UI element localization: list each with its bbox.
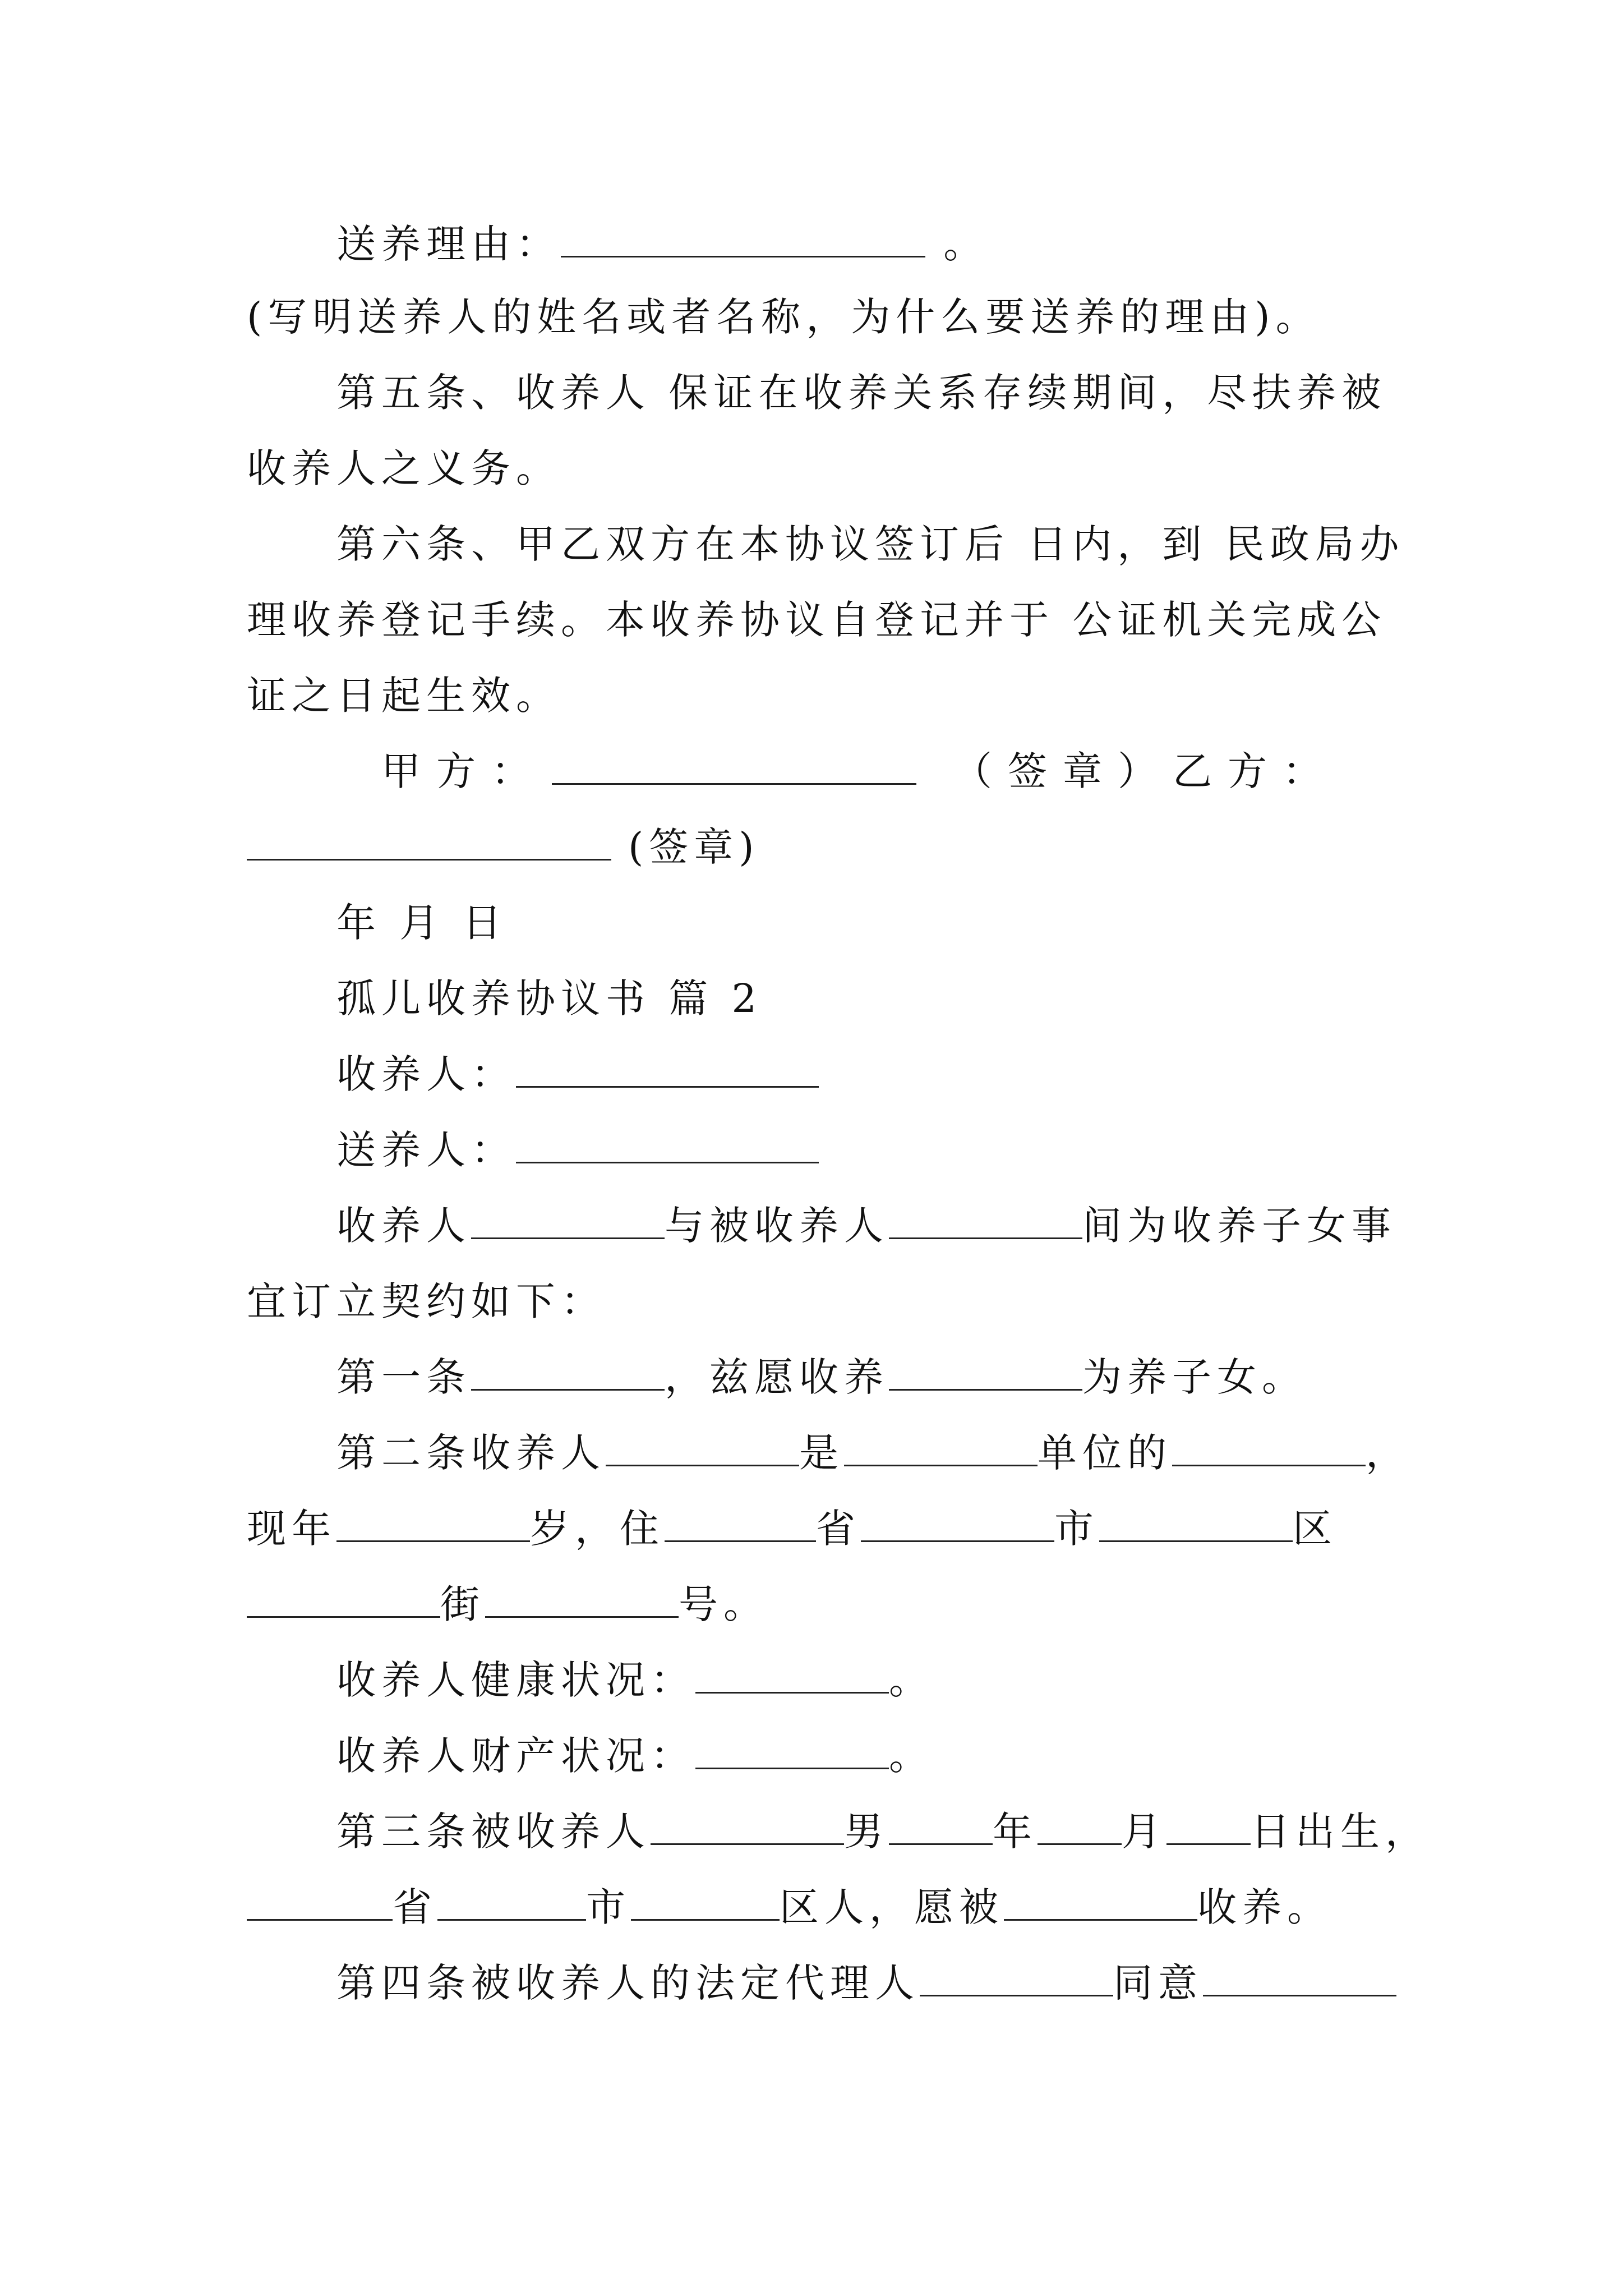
article-1-end: 为养子女。	[1082, 1354, 1307, 1400]
birth-month-blank[interactable]	[1038, 1809, 1122, 1845]
article-2-unit-label: 单位的	[1038, 1430, 1172, 1476]
date-text: 年 月 日	[336, 900, 508, 946]
birth-day-blank[interactable]	[1166, 1809, 1251, 1845]
article-2-unit-blank[interactable]	[844, 1430, 1038, 1466]
year-label: 年	[993, 1809, 1038, 1855]
article-2-line-3	[247, 1576, 1391, 1632]
article-3-line-2	[247, 1879, 1391, 1935]
adoptee-city-blank[interactable]	[437, 1884, 586, 1921]
adoptee-willing-label: 区人，愿被	[780, 1884, 1004, 1930]
contract-intro-text-2: 宜订立契约如下：	[247, 1278, 606, 1324]
party-b-seal-label: (签章)	[628, 824, 760, 870]
birth-year-blank[interactable]	[889, 1809, 993, 1845]
city-label: 市	[1054, 1506, 1099, 1552]
property-end: 。	[889, 1733, 934, 1779]
district-blank[interactable]	[1099, 1506, 1293, 1542]
article-2-line-1	[336, 1425, 1410, 1481]
article-5-text-2: 收养人之义务。	[247, 445, 561, 491]
reason-blank[interactable]	[561, 221, 925, 257]
article-6-line-2	[247, 592, 1391, 648]
article-2-name-blank[interactable]	[606, 1430, 799, 1466]
contract-adopter-label: 收养人	[336, 1203, 471, 1249]
article-2-line-2	[247, 1501, 1391, 1557]
number-label: 号。	[679, 1581, 768, 1627]
month-label: 月	[1122, 1809, 1166, 1855]
contract-intro-line-2	[247, 1273, 1391, 1329]
article-2-comma: ，	[1366, 1430, 1410, 1476]
party-b-signature-line	[247, 819, 1391, 875]
article-6-text-3: 证之日起生效。	[247, 673, 561, 719]
property-blank[interactable]	[695, 1733, 889, 1769]
residence-label: 岁，住	[530, 1506, 665, 1552]
article-3-label: 第三条被收养人	[336, 1809, 651, 1855]
article-2-label: 第二条收养人	[336, 1430, 606, 1476]
article-4-line	[336, 1955, 1391, 2011]
adoptee-province-blank[interactable]	[247, 1884, 393, 1921]
sender-line	[336, 1122, 1391, 1178]
street-blank[interactable]	[247, 1581, 440, 1618]
contract-intro-line-1	[336, 1198, 1396, 1254]
reason-line	[336, 216, 1391, 272]
contract-purpose: 间为收养子女事	[1082, 1203, 1396, 1249]
article-1-adoptee-blank[interactable]	[889, 1354, 1082, 1391]
article-6-line-3	[247, 668, 1391, 724]
article-1-adopter-blank[interactable]	[471, 1354, 665, 1391]
article-5-line-2	[247, 440, 1391, 496]
health-line	[336, 1652, 1391, 1708]
reason-label: 送养理由：	[336, 221, 561, 267]
article-6-text-2: 理收养登记手续。本收养协议自登记并于 公证机关完成公	[247, 597, 1387, 643]
adoptee-province-label: 省	[393, 1884, 437, 1930]
adoptee-end: 收养。	[1197, 1884, 1332, 1930]
reason-end: 。	[925, 221, 989, 267]
party-b-signature-blank[interactable]	[247, 824, 611, 861]
date-line	[336, 895, 1391, 951]
reason-note	[247, 289, 1391, 345]
adopter-label: 收养人：	[336, 1051, 516, 1097]
contract-adoptee-label: 与被收养人	[665, 1203, 889, 1249]
province-label: 省	[816, 1506, 861, 1552]
district-label: 区	[1293, 1506, 1338, 1552]
property-line	[336, 1728, 1391, 1784]
birth-end: 日出生，	[1251, 1809, 1430, 1855]
health-blank[interactable]	[695, 1657, 889, 1694]
agreement-title-2	[336, 970, 1391, 1027]
property-label: 收养人财产状况：	[336, 1733, 695, 1779]
adopter-line	[336, 1046, 1391, 1102]
adoptee-name-blank[interactable]	[651, 1809, 844, 1845]
contract-adoptee-blank[interactable]	[889, 1203, 1082, 1239]
article-1-label: 第一条	[336, 1354, 471, 1400]
signature-line	[381, 743, 1391, 799]
age-blank[interactable]	[336, 1506, 530, 1542]
adoptee-district-blank[interactable]	[631, 1884, 780, 1921]
sender-blank[interactable]	[516, 1127, 819, 1163]
adopter-blank[interactable]	[516, 1051, 819, 1088]
party-a-signature-blank[interactable]	[552, 748, 916, 785]
article-6-line-1	[336, 516, 1405, 572]
article-6-text-1: 第六条、甲乙双方在本协议签订后 日内，到 民政局办	[336, 521, 1405, 567]
consent-target-blank[interactable]	[1203, 1960, 1396, 1996]
city-blank[interactable]	[861, 1506, 1054, 1542]
adoptee-city-label: 市	[586, 1884, 631, 1930]
number-blank[interactable]	[485, 1581, 679, 1618]
article-1-line	[336, 1349, 1391, 1405]
sender-label: 送养人：	[336, 1127, 516, 1173]
province-blank[interactable]	[665, 1506, 816, 1542]
consent-label: 同意	[1113, 1960, 1203, 2006]
article-3-line-1	[336, 1803, 1430, 1860]
agreement-title-2-text: 孤儿收养协议书 篇 2	[336, 976, 763, 1022]
article-5-line-1	[336, 365, 1391, 421]
guardian-name-blank[interactable]	[920, 1960, 1113, 1996]
health-end: 。	[889, 1657, 934, 1703]
article-1-middle: ，兹愿收养	[665, 1354, 889, 1400]
street-label: 街	[440, 1581, 485, 1627]
age-label: 现年	[247, 1506, 336, 1552]
article-2-position-blank[interactable]	[1172, 1430, 1366, 1466]
article-2-is: 是	[799, 1430, 844, 1476]
party-b-label: （签章）乙方：	[953, 748, 1338, 794]
party-a-label: 甲方：	[381, 748, 546, 794]
adoptee-adopter-blank[interactable]	[1004, 1884, 1197, 1921]
contract-adopter-blank[interactable]	[471, 1203, 665, 1239]
article-5-text-1: 第五条、收养人 保证在收养关系存续期间，尽扶养被	[336, 370, 1387, 416]
reason-note-text: (写明送养人的姓名或者名称，为什么要送养的理由)。	[247, 294, 1321, 340]
article-4-label: 第四条被收养人的法定代理人	[336, 1960, 920, 2006]
gender-label: 男	[844, 1809, 889, 1855]
health-label: 收养人健康状况：	[336, 1657, 695, 1703]
